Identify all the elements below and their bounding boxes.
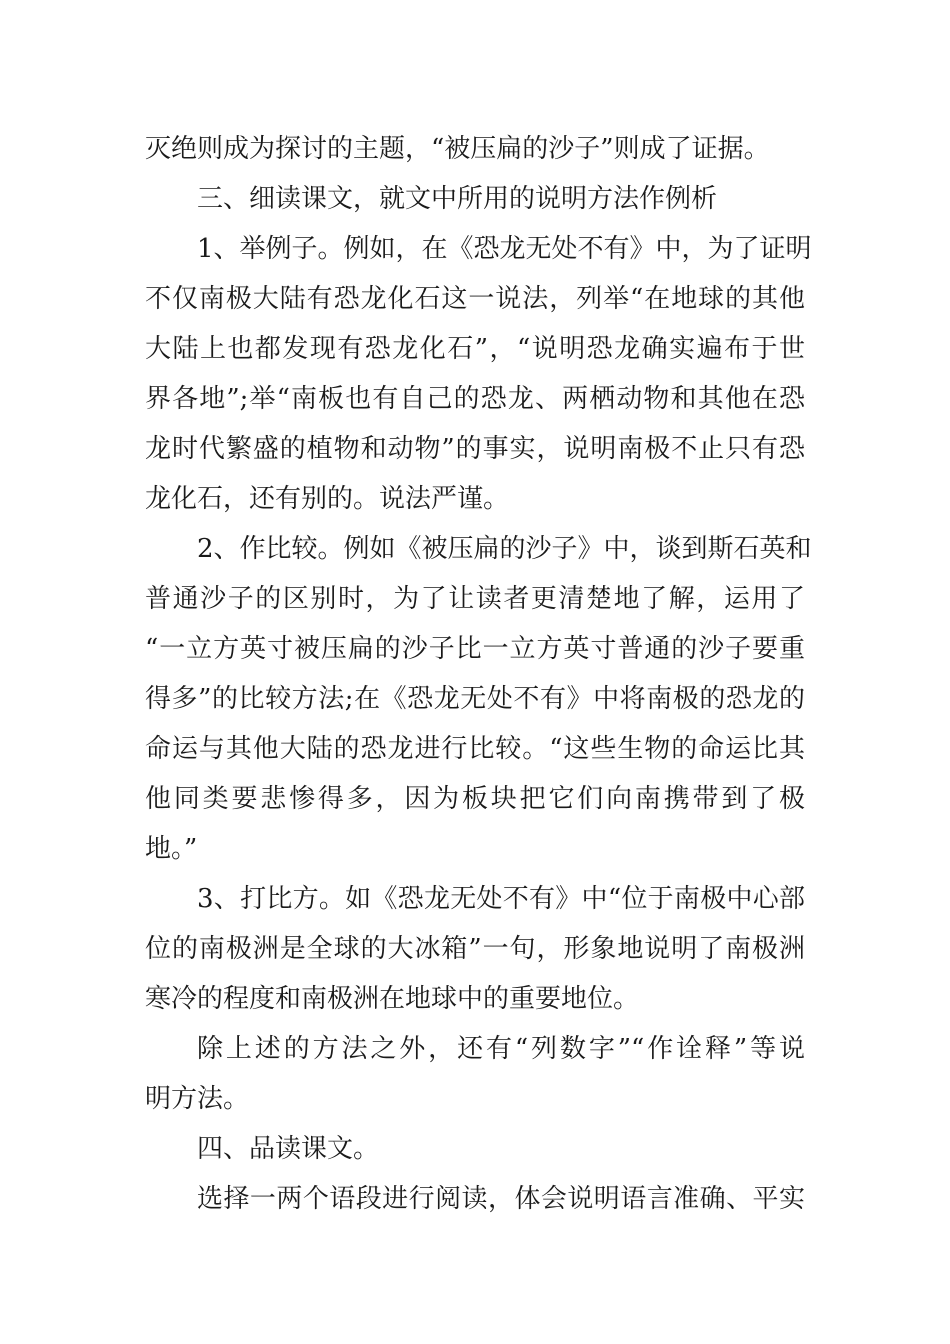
- text-line: 寒冷的程度和南极洲在地球中的重要地位。: [145, 984, 640, 1014]
- text-line: 不仅南极大陆有恐龙化石这一说法，列举“在地球的其他: [145, 284, 805, 314]
- text-line: 界各地”;举“南板也有自己的恐龙、两栖动物和其他在恐: [145, 384, 805, 414]
- text-line: 得多”的比较方法;在《恐龙无处不有》中将南极的恐龙的: [145, 684, 805, 714]
- text-line: 选择一两个语段进行阅读，体会说明语言准确、平实: [197, 1184, 805, 1214]
- text-line: 他同类要悲惨得多，因为板块把它们向南携带到了极: [145, 784, 805, 814]
- text-line: 龙时代繁盛的植物和动物”的事实，说明南极不止只有恐: [145, 434, 805, 464]
- section-heading: 四、品读课文。: [197, 1134, 380, 1164]
- text-line: 除上述的方法之外，还有“列数字”“作诠释”等说: [197, 1034, 805, 1064]
- text-line: 2、作比较。例如《被压扁的沙子》中，谈到斯石英和: [197, 534, 812, 564]
- text-line: 1、举例子。例如，在《恐龙无处不有》中，为了证明: [197, 234, 812, 264]
- text-line: 命运与其他大陆的恐龙进行比较。“这些生物的命运比其: [145, 734, 805, 764]
- text-line: 位的南极洲是全球的大冰箱”一句，形象地说明了南极洲: [145, 934, 805, 964]
- text-line: 龙化石，还有别的。说法严谨。: [145, 484, 510, 514]
- text-line: 大陆上也都发现有恐龙化石”，“说明恐龙确实遍布于世: [145, 334, 805, 364]
- section-heading: 三、细读课文，就文中所用的说明方法作例析: [197, 184, 718, 214]
- text-line: “一立方英寸被压扁的沙子比一立方英寸普通的沙子要重: [145, 634, 805, 664]
- text-line: 明方法。: [145, 1084, 250, 1114]
- text-line: 普通沙子的区别时，为了让读者更清楚地了解，运用了: [145, 584, 805, 614]
- text-line: 地。”: [145, 834, 198, 864]
- text-line: 灭绝则成为探讨的主题，“被压扁的沙子”则成了证据。: [145, 134, 770, 164]
- text-line: 3、打比方。如《恐龙无处不有》中“位于南极中心部: [197, 884, 805, 914]
